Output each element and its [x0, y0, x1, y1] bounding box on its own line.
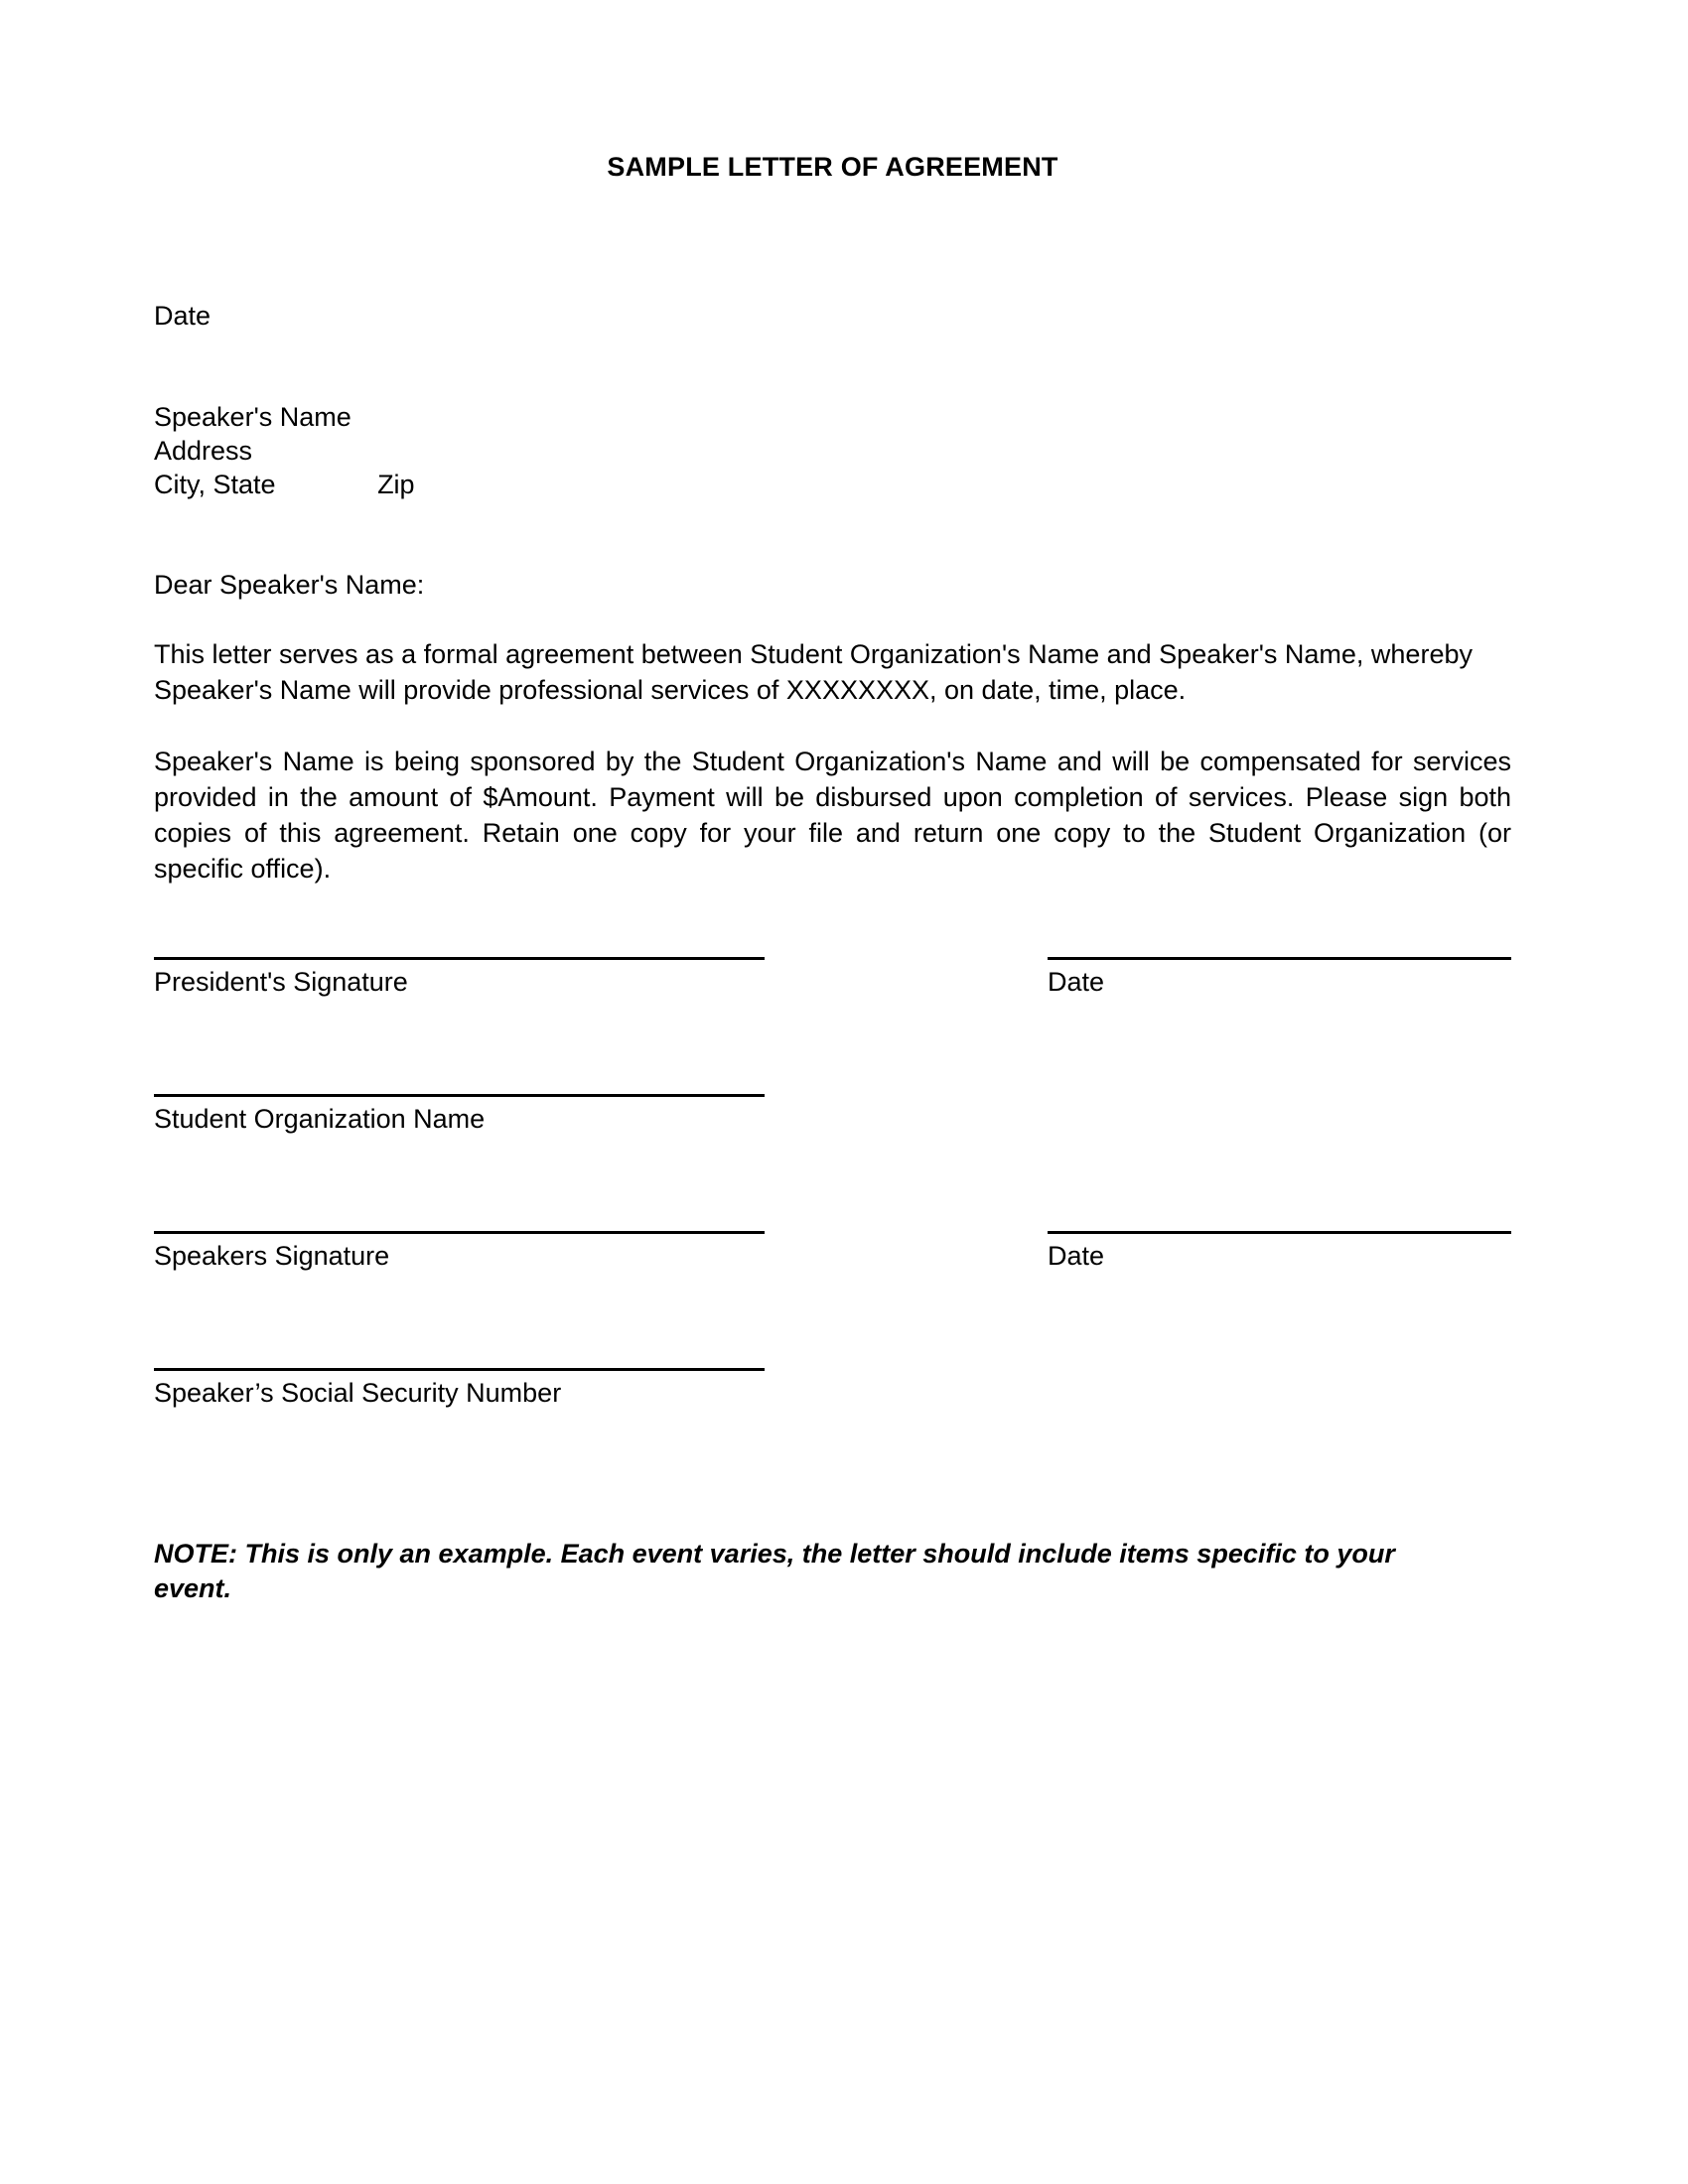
signature-block-organization [154, 1094, 1511, 1231]
signature-label-ssn: Speaker’s Social Security Number [154, 1377, 562, 1408]
recipient-name: Speaker's Name [154, 402, 352, 433]
signature-rule-organization[interactable] [154, 1094, 765, 1097]
body-paragraph-2: Speaker's Name is being sponsored by the Student Organization's Name and will be compensated for services provided in the amount of $Amount. Payment will be disbursed upon completion of services. Please sign both copies of this agreement. Retain one copy for your file and return one copy to the Student Organization (or specific office). [154, 747, 1511, 884]
signature-block-president [154, 957, 1511, 1094]
signature-block-ssn [154, 1368, 1511, 1507]
date-rule-president[interactable] [1048, 957, 1511, 960]
recipient-city-state: City, State [154, 470, 276, 500]
salutation: Dear Speaker's Name: [154, 570, 425, 601]
signature-rule-speaker[interactable] [154, 1231, 765, 1234]
page-title: SAMPLE LETTER OF AGREEMENT [607, 152, 1058, 182]
recipient-address: Address [154, 436, 253, 467]
date-label-speaker: Date [1048, 1240, 1105, 1271]
recipient-address-block [154, 400, 1511, 501]
signature-label-president: President's Signature [154, 966, 408, 997]
date-label-president: Date [1048, 966, 1105, 997]
address-tab-gap [276, 470, 378, 499]
recipient-zip: Zip [377, 470, 415, 500]
date-rule-speaker[interactable] [1048, 1231, 1511, 1234]
signature-label-speaker: Speakers Signature [154, 1240, 390, 1271]
recipient-city-state-zip [154, 468, 1511, 501]
body-paragraph-1: This letter serves as a formal agreement between Student Organization's Name and Speaker's Name, whereby Speaker's Name will provide professional services of XXXXXXXX, on date, time, place. [154, 639, 1473, 706]
signature-rule-ssn[interactable] [154, 1368, 765, 1371]
signature-block-speaker [154, 1231, 1511, 1368]
note-text: NOTE: This is only an example. Each event varies, the letter should include items specific to your event. [154, 1538, 1395, 1604]
signature-rule-president[interactable] [154, 957, 765, 960]
signature-section [154, 957, 1511, 1507]
signature-label-organization: Student Organization Name [154, 1103, 486, 1134]
document-content [154, 0, 1511, 1607]
date-placeholder: Date [154, 301, 211, 332]
